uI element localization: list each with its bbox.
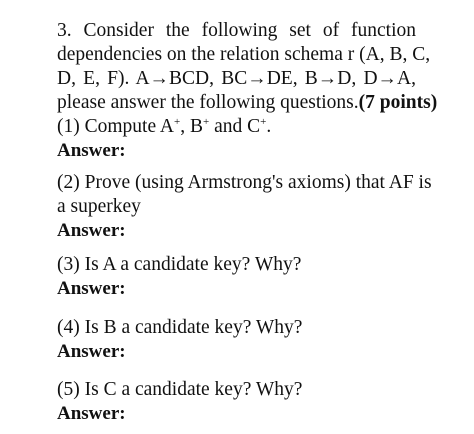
question-points: (7 points) — [358, 92, 438, 113]
question-prompt-line — [57, 91, 437, 115]
part-4-text: (4) Is B a candidate key? Why? — [57, 317, 303, 338]
part-1-sup-b: + — [202, 116, 210, 128]
part-2-text-line-1: (2) Prove (using Armstrong's axioms) that AF is — [57, 172, 432, 193]
question-intro-line-3: D, E, F). A→BCD, BC→DE, B→D, D→A, — [57, 68, 416, 89]
part-2-text-line-2: a superkey — [57, 196, 141, 217]
part-3-text: (3) Is A a candidate key? Why? — [57, 254, 302, 275]
question-number: 3. — [57, 20, 72, 41]
question-intro-line-1 — [57, 19, 416, 43]
part-1-prefix: (1) Compute A — [57, 116, 174, 137]
part-3-answer-label: Answer: — [57, 278, 126, 299]
part-1-mid-2: and C — [209, 116, 261, 137]
part-1-suffix: . — [266, 116, 272, 137]
part-1-sup-c: + — [260, 116, 267, 128]
part-1-answer-label: Answer: — [57, 140, 126, 161]
part-1-sup-a: + — [174, 116, 181, 128]
part-1-text — [57, 115, 271, 139]
part-5-text: (5) Is C a candidate key? Why? — [57, 379, 303, 400]
part-5-answer-label: Answer: — [57, 403, 126, 424]
question-intro-text-1: Consider the following set of function — [83, 20, 417, 41]
part-4-answer-label: Answer: — [57, 341, 126, 362]
question-intro-line-2: dependencies on the relation schema r (A, B, C, — [57, 44, 431, 65]
question-prompt: please answer the following questions. — [57, 92, 359, 113]
part-2-answer-label: Answer: — [57, 220, 126, 241]
part-1-mid-1: , B — [180, 116, 203, 137]
